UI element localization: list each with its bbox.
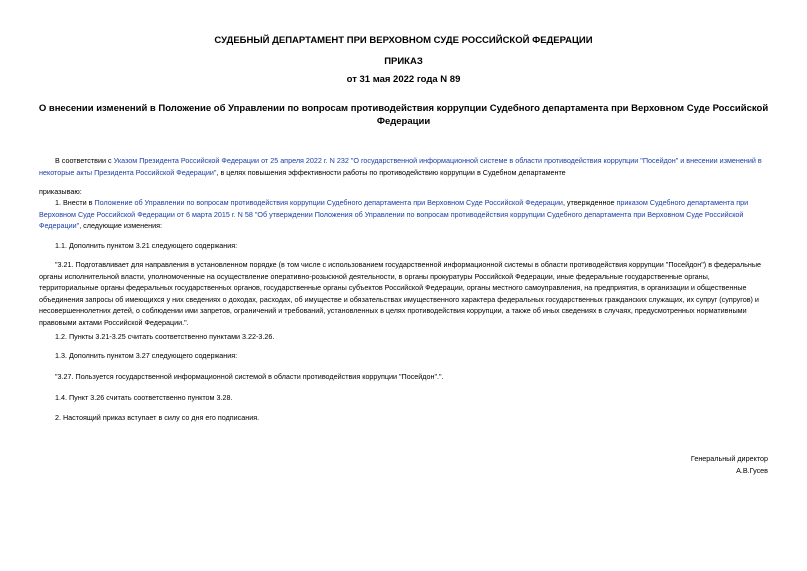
quote-3-21-line: несовершеннолетних детей, о соблюдении ими запретов, ограничений и требований, установленных в целях противодействия коррупции, а также об иных сведениях в случаях, предусмотренных нормативными	[39, 306, 747, 315]
preamble-purpose: , в целях повышения эффективности работы по противодействию коррупции в Судебном департаменте	[216, 167, 566, 177]
org-name: СУДЕБНЫЙ ДЕПАРТАМЕНТ ПРИ ВЕРХОВНОМ СУДЕ РОССИЙСКОЙ ФЕДЕРАЦИИ	[214, 35, 593, 46]
order-word: приказываю:	[39, 187, 82, 196]
document-date-number: от 31 мая 2022 года N 89	[346, 74, 461, 85]
item-1-2: 1.2. Пункты 3.21-3.25 считать соответственно пунктами 3.22-3.26.	[55, 332, 275, 341]
document-title-line-1: О внесении изменений в Положение об Управлении по вопросам противодействия коррупции Судебного департамента при Верховном Суде Российской	[38, 103, 769, 114]
quote-3-21-line: "3.21. Подготавливает для направления в установленном порядке (в том числе с использованием государственной информационной системы в области противодействия коррупции "Посейдон") в федеральные	[55, 260, 762, 269]
order-58-link-end[interactable]: Федерации"	[39, 221, 80, 230]
quote-3-21	[39, 259, 771, 328]
signature-block	[691, 453, 768, 476]
signatory-name: А.В.Гусев	[736, 465, 768, 475]
quote-3-21-line: правовыми актами Российской Федерации.".	[39, 317, 189, 327]
document-type: ПРИКАЗ	[384, 56, 423, 67]
quote-3-21-line: территориальные органы федеральных государственных органов, государственные органы субъектов Российской Федерации, органы местного самоуправления, на предприятия, в организации и общественные	[39, 283, 747, 292]
item-1-intro: 1. Внести в	[55, 198, 95, 207]
item-1-1: 1.1. Дополнить пунктом 3.21 следующего содержания:	[55, 241, 238, 250]
quote-3-27: "3.27. Пользуется государственной информационной системой в области противодействия коррупции "Посейдон".".	[55, 372, 444, 381]
order-58-link[interactable]: приказом Судебного департамента при	[616, 198, 749, 207]
order-58-link-cont[interactable]: Верховном Суде Российской Федерации от 6 марта 2015 г. N 58 "Об утверждении Положения об Управлении по вопросам противодействия коррупции Судебного департамента при Верховном Суде Российской	[39, 209, 744, 219]
quote-3-21-line: объединения запросы об имеющихся у них сведениях о доходах, расходах, об имуществе и обязательствах имущественного характера федеральных государственных гражданских служащих, их супруг (супругов) и	[39, 294, 759, 304]
item-1-changes: , следующие изменения:	[79, 221, 162, 230]
decree-232-link[interactable]: Указом Президента Российской Федерации от 25 апреля 2022 г. N 232 "О государственной информационной системе в области противодействия коррупции "Посейдон" и внесении изменений в	[113, 156, 762, 165]
item-2: 2. Настоящий приказ вступает в силу со дня его подписания.	[55, 413, 260, 422]
item-1	[39, 197, 771, 232]
quote-3-21-line: органы исполнительной власти, уполномоченные на осуществление оперативно-розыскной деятельности, в органы прокуратуры Российской Федерации, иные федеральные государственные органы,	[39, 271, 710, 281]
item-1-3: 1.3. Дополнить пунктом 3.27 следующего содержания:	[55, 351, 238, 360]
preamble-intro: В соответствии с	[55, 156, 114, 165]
signatory-position: Генеральный директор	[690, 454, 768, 463]
regulation-link[interactable]: Положение об Управлении по вопросам противодействия коррупции Судебного департамента при Верховном Суде Российской Федерации	[94, 198, 563, 207]
document-title-line-2: Федерации	[376, 116, 431, 127]
item-1-approved: , утвержденное	[562, 198, 617, 207]
item-1-4: 1.4. Пункт 3.26 считать соответственно пунктом 3.28.	[55, 393, 233, 402]
preamble	[39, 155, 770, 178]
decree-232-link-cont[interactable]: некоторые акты Президента Российской Федерации"	[39, 167, 217, 177]
